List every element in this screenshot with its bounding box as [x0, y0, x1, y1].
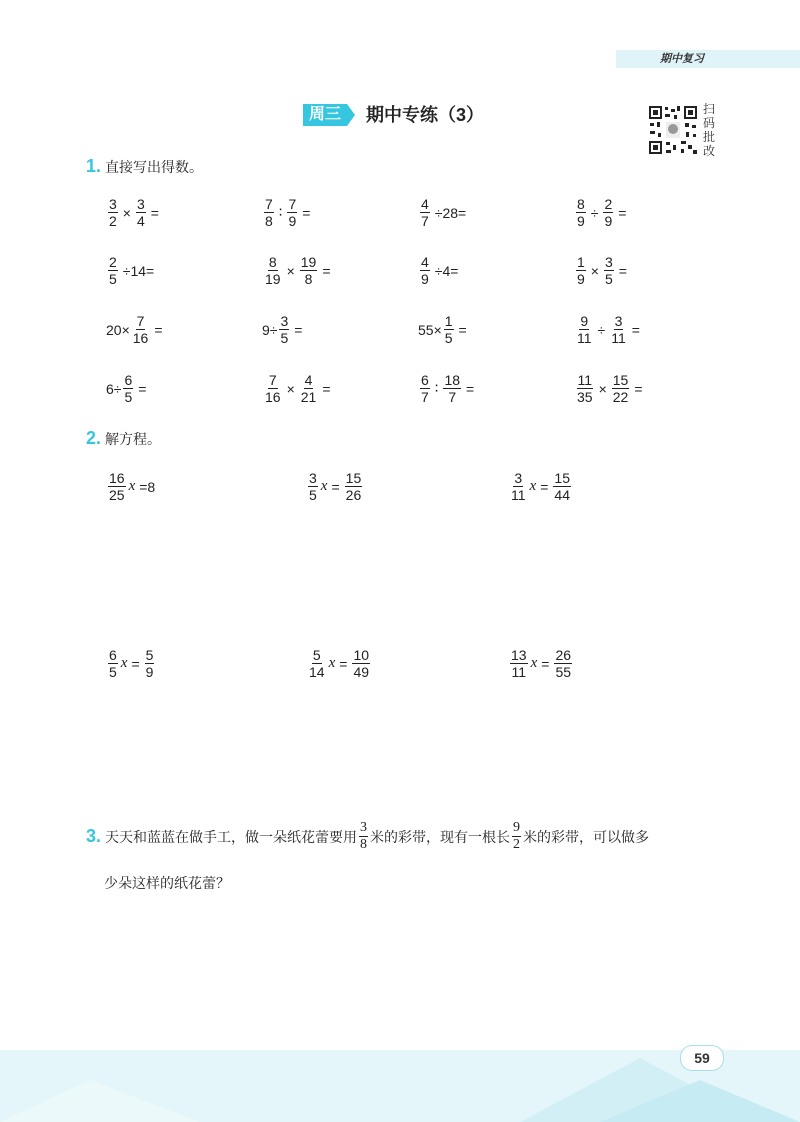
fraction — [123, 372, 133, 405]
numerator: 9 — [513, 820, 521, 835]
denominator: 5 — [124, 389, 133, 405]
denominator: 8 — [265, 213, 273, 229]
fraction — [554, 647, 572, 680]
operand: 9÷ — [262, 321, 278, 338]
denominator: 7 — [448, 389, 457, 405]
q3-problem — [86, 820, 726, 893]
denominator: 5 — [444, 330, 453, 346]
operator: = — [331, 478, 340, 495]
fraction — [510, 470, 527, 503]
operator: = — [322, 262, 331, 279]
fraction — [279, 313, 289, 346]
numerator: 3 — [604, 254, 613, 270]
numerator: 3 — [136, 196, 145, 212]
denominator: 5 — [309, 487, 317, 503]
operator: × — [122, 204, 131, 221]
fraction — [308, 647, 326, 680]
denominator: 9 — [288, 213, 297, 229]
numerator: 19 — [300, 254, 317, 270]
fraction — [145, 647, 155, 680]
numerator: 26 — [555, 647, 572, 663]
numerator: 7 — [268, 372, 277, 388]
denominator: 4 — [136, 213, 145, 229]
operator: ∶ — [434, 380, 439, 396]
q1-expression — [418, 372, 477, 405]
q1-expression — [262, 372, 334, 405]
denominator: 5 — [280, 330, 289, 346]
operator: × — [590, 262, 599, 279]
operator: ÷4= — [434, 262, 459, 279]
fraction — [108, 470, 126, 503]
page-number: 59 — [680, 1045, 724, 1071]
fraction — [443, 372, 461, 405]
q1-heading — [86, 156, 203, 177]
denominator: 11 — [611, 330, 626, 346]
denominator: 9 — [577, 271, 585, 287]
fraction — [287, 196, 297, 229]
numerator: 1 — [444, 313, 453, 329]
q2-equation — [106, 647, 156, 680]
denominator: 2 — [109, 213, 117, 229]
denominator: 5 — [109, 271, 117, 287]
denominator: 7 — [421, 389, 429, 405]
qr-label-char: 扫 — [702, 102, 715, 116]
fraction — [553, 470, 571, 503]
q2-equation — [106, 470, 158, 503]
q3-line2: 少朵这样的纸花蕾？ — [104, 877, 230, 892]
denominator: 2 — [513, 837, 521, 852]
variable: x — [320, 478, 328, 494]
q1-expression — [418, 254, 461, 287]
numerator: 7 — [265, 196, 273, 212]
header-tag: 期中复习 — [660, 53, 704, 65]
denominator: 25 — [109, 487, 125, 503]
denominator: 8 — [360, 837, 368, 852]
fraction — [108, 647, 118, 680]
numerator: 2 — [604, 196, 613, 212]
numerator: 7 — [288, 196, 297, 212]
qr-label-char: 改 — [702, 144, 715, 158]
q1-instruction: 直接写出得数。 — [105, 159, 204, 175]
q1-expression — [574, 254, 630, 287]
denominator: 44 — [554, 487, 570, 503]
q3-text-b: 米的彩带，现有一根长 — [370, 830, 511, 846]
operator: = — [154, 321, 163, 338]
q2-number: 2. — [86, 428, 102, 448]
denominator: 19 — [265, 271, 281, 287]
variable: x — [120, 655, 128, 671]
numerator: 13 — [511, 647, 527, 663]
q3-fraction — [359, 820, 368, 853]
denominator: 8 — [304, 271, 313, 287]
fraction — [264, 196, 274, 229]
fraction — [576, 196, 586, 229]
q3-line1 — [86, 820, 726, 853]
numerator: 15 — [345, 470, 362, 486]
denominator: 16 — [265, 389, 281, 405]
q1-expression — [106, 313, 166, 346]
numerator: 4 — [421, 254, 429, 270]
denominator: 9 — [577, 213, 585, 229]
numerator: 11 — [577, 372, 593, 388]
fraction — [308, 470, 318, 503]
fraction — [132, 313, 150, 346]
operator: = — [634, 380, 643, 397]
operator: ÷28= — [434, 204, 467, 221]
variable: x — [529, 478, 537, 494]
numerator: 9 — [580, 313, 589, 329]
q2-instruction: 解方程。 — [105, 431, 162, 447]
operator: = — [540, 478, 549, 495]
q3-text-c: 米的彩带，可以做多 — [523, 830, 650, 846]
q1-expression — [106, 196, 162, 229]
numerator: 5 — [145, 647, 154, 663]
denominator: 55 — [555, 664, 572, 680]
fraction — [108, 254, 118, 287]
numerator: 3 — [280, 313, 289, 329]
fraction — [510, 647, 528, 680]
denominator: 16 — [132, 330, 149, 346]
numerator: 15 — [612, 372, 629, 388]
q1-expression — [574, 313, 643, 346]
operand: 6÷ — [106, 380, 122, 397]
numerator: 10 — [353, 647, 370, 663]
fraction — [610, 313, 627, 346]
numerator: 6 — [421, 372, 429, 388]
q2-heading — [86, 428, 161, 449]
qr-label-char: 批 — [702, 130, 715, 144]
denominator: 9 — [145, 664, 154, 680]
day-badge: 周三 — [303, 104, 347, 126]
denominator: 9 — [421, 271, 429, 287]
fraction — [444, 313, 454, 346]
denominator: 22 — [612, 389, 629, 405]
numerator: 3 — [360, 820, 368, 835]
operator: = — [618, 204, 627, 221]
operator: = — [466, 380, 475, 397]
denominator: 7 — [421, 213, 429, 229]
numerator: 16 — [109, 470, 125, 486]
denominator: 11 — [577, 330, 592, 346]
numerator: 3 — [514, 470, 523, 486]
operator: ÷14= — [122, 262, 155, 279]
q1-expression — [418, 313, 470, 346]
operator: × — [286, 262, 295, 279]
fraction — [576, 372, 594, 405]
numerator: 3 — [614, 313, 623, 329]
qr-label-char: 码 — [702, 116, 715, 130]
q1-expression — [106, 254, 157, 287]
numerator: 18 — [444, 372, 461, 388]
operator: = — [131, 655, 140, 672]
operator: = — [541, 655, 550, 672]
variable: x — [530, 655, 538, 671]
fraction — [420, 254, 430, 287]
q1-expression — [106, 372, 149, 405]
q3-text-a: 天天和蓝蓝在做手工，做一朵纸花蕾要用 — [105, 830, 358, 846]
fraction — [576, 313, 593, 346]
fraction — [604, 254, 614, 287]
q1-expression — [262, 254, 334, 287]
operator: = — [150, 204, 159, 221]
operator: = — [339, 655, 348, 672]
denominator: 11 — [511, 487, 526, 503]
fraction — [420, 196, 430, 229]
operator: × — [598, 380, 607, 397]
operator: ÷ — [597, 321, 606, 338]
variable: x — [328, 655, 336, 671]
fraction — [420, 372, 430, 405]
operator: ÷ — [590, 204, 599, 221]
fraction — [603, 196, 613, 229]
operator: = — [138, 380, 147, 397]
q2-equation — [508, 470, 573, 503]
numerator: 4 — [304, 372, 313, 388]
numerator: 8 — [268, 254, 277, 270]
fraction — [345, 470, 363, 503]
fraction — [300, 372, 318, 405]
q3-number: 3. — [86, 826, 102, 846]
denominator: 5 — [109, 664, 117, 680]
q1-expression — [262, 313, 305, 346]
operator: =8 — [139, 478, 156, 495]
fraction — [108, 196, 118, 229]
operator: = — [631, 321, 640, 338]
operator: = — [302, 204, 311, 221]
denominator: 49 — [353, 664, 370, 680]
numerator: 6 — [109, 647, 117, 663]
fraction — [576, 254, 586, 287]
numerator: 1 — [577, 254, 585, 270]
qr-code-icon[interactable] — [648, 105, 698, 155]
numerator: 4 — [421, 196, 429, 212]
numerator: 3 — [309, 470, 317, 486]
fraction — [136, 196, 146, 229]
qr-label — [702, 102, 716, 158]
numerator: 6 — [124, 372, 133, 388]
fraction — [612, 372, 630, 405]
variable: x — [128, 478, 136, 494]
fraction — [264, 254, 282, 287]
operand: 55× — [418, 321, 442, 338]
q1-expression — [574, 372, 646, 405]
page-title: 期中专练（3） — [366, 105, 485, 125]
numerator: 5 — [312, 647, 321, 663]
q1-number: 1. — [86, 156, 102, 176]
q1-expression — [418, 196, 469, 229]
operator: × — [286, 380, 295, 397]
q3-fraction — [512, 820, 521, 853]
operator: = — [618, 262, 627, 279]
operator: = — [458, 321, 467, 338]
operator: ∶ — [278, 204, 283, 220]
denominator: 9 — [604, 213, 613, 229]
denominator: 11 — [511, 664, 527, 680]
denominator: 21 — [300, 389, 317, 405]
denominator: 26 — [345, 487, 362, 503]
header-bar — [616, 50, 800, 68]
numerator: 7 — [136, 313, 145, 329]
denominator: 14 — [309, 664, 325, 680]
operator: = — [294, 321, 303, 338]
numerator: 2 — [109, 254, 117, 270]
fraction — [264, 372, 282, 405]
numerator: 8 — [577, 196, 585, 212]
numerator: 3 — [109, 196, 117, 212]
fraction — [352, 647, 370, 680]
operand: 20× — [106, 321, 130, 338]
fraction — [300, 254, 318, 287]
q1-expression — [262, 196, 313, 229]
operator: = — [322, 380, 331, 397]
q2-equation — [508, 647, 574, 680]
denominator: 5 — [604, 271, 613, 287]
denominator: 35 — [577, 389, 593, 405]
numerator: 15 — [554, 470, 570, 486]
q2-equation — [306, 647, 372, 680]
q2-equation — [306, 470, 364, 503]
q1-expression — [574, 196, 629, 229]
